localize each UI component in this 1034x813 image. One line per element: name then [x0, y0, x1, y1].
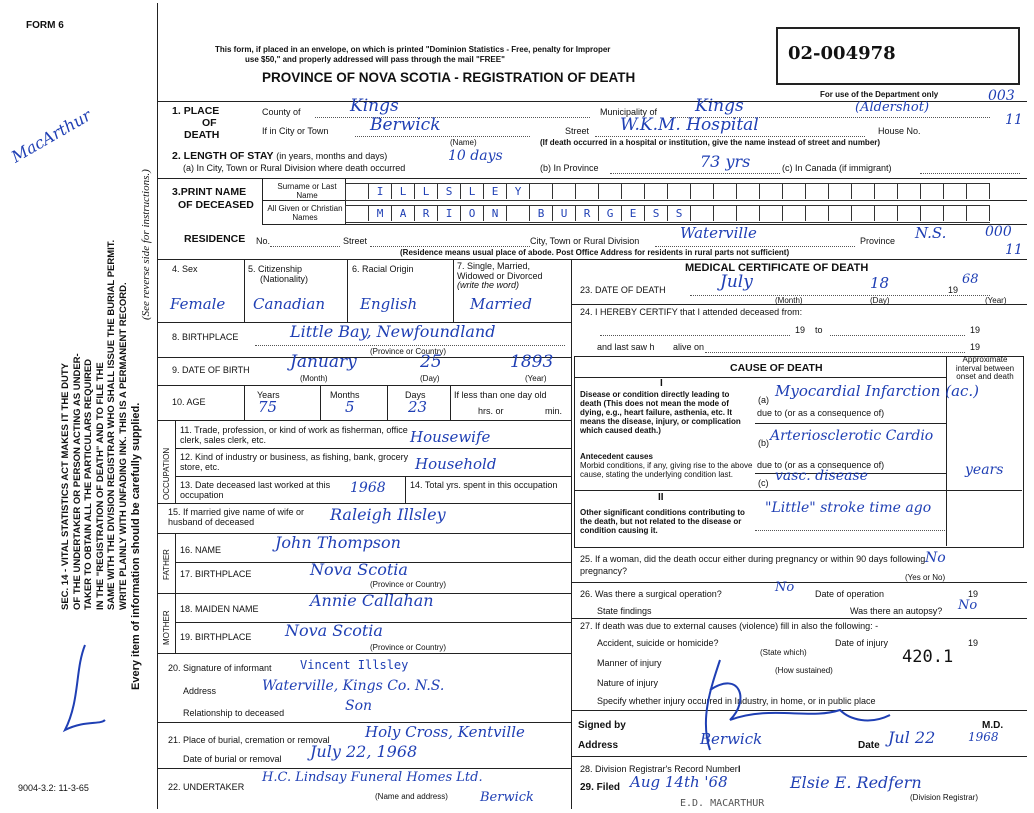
dob-year: 1893 — [510, 352, 554, 372]
a25: No — [925, 550, 946, 566]
occ-a13: 1968 — [350, 480, 386, 496]
surname-grid: I L L S L E Y — [345, 183, 990, 201]
margin-name: MacArthur — [8, 105, 95, 167]
residence-label: RESIDENCE — [184, 233, 246, 245]
age-hrs: hrs. or — [478, 406, 504, 416]
alive-yr: 19 — [970, 342, 981, 352]
accident: Accident, suicide or homicide? — [597, 638, 719, 648]
undertaker-label: 22. UNDERTAKER — [168, 782, 245, 792]
interval-label: Approximate interval between onset and death — [955, 355, 1015, 381]
marital-value: Married — [470, 295, 532, 313]
residence-note: (Residence means usual place of abode. Post Office Address for residents in rural parts not sufficient) — [400, 248, 790, 257]
certify-label: 24. I HEREBY CERTIFY that I attended deceased from: — [580, 307, 803, 317]
age-days-lbl: Days — [405, 390, 426, 400]
other-value: "Little" stroke time ago — [765, 500, 932, 516]
residence-province: N.S. — [915, 224, 947, 242]
street-value: W.K.M. Hospital — [620, 115, 759, 135]
sex-label: 4. Sex — [172, 264, 198, 274]
citizen-value: Canadian — [253, 295, 326, 313]
dob-day-lbl: (Day) — [420, 374, 440, 383]
address-value: Berwick — [700, 730, 763, 748]
dept-code-2: 11 — [1005, 112, 1023, 128]
alive-on: alive on — [673, 342, 705, 352]
form-number: FORM 6 — [26, 20, 64, 31]
informant-sig: Vincent Illsley — [300, 658, 409, 672]
dob-month-lbl: (Month) — [300, 374, 328, 383]
op-date: Date of operation — [815, 589, 885, 599]
age-days: 23 — [408, 398, 428, 416]
death-year: 68 — [962, 272, 979, 287]
interval-c: years — [965, 462, 1004, 478]
dob-month: January — [290, 352, 357, 372]
house-label: House No. — [878, 126, 921, 136]
other-label: Other significant conditions contributing to the death, but not related to the disease or condition causing it. — [580, 508, 745, 535]
due-to-1: due to (or as a consequence of) — [757, 408, 885, 418]
q25: 25. If a woman, did the death occur either during pregnancy or within 90 days following pregnancy? — [580, 554, 926, 576]
street-note: (If death occurred in a hospital or institution, give the name instead of street and number) — [540, 138, 881, 147]
father-birth: Nova Scotia — [310, 560, 408, 579]
mother-name: Annie Callahan — [310, 591, 434, 610]
filed-date: Aug 14th '68 — [630, 773, 728, 791]
informant-rel: Son — [345, 698, 373, 714]
page-title: PROVINCE OF NOVA SCOTIA - REGISTRATION OF DEATH — [262, 70, 636, 85]
injury-date: Date of injury — [835, 638, 889, 648]
mother-birth-label: 19. BIRTHPLACE — [180, 632, 252, 642]
disease-label: Disease or condition directly leading to death (This does not mean the mode of dying, e.g., heart failure, asthenia, etc. It means the disease, injury, or complication which caused death.) — [580, 390, 741, 435]
occupation-side: OCCUPATION — [162, 447, 171, 500]
q26: 26. Was there a surgical operation? — [580, 589, 722, 599]
autopsy: Was there an autopsy? — [850, 606, 943, 616]
registrar-num: I — [738, 764, 741, 774]
spouse-a: Raleigh Illsley — [330, 505, 446, 524]
street-label: Street — [565, 126, 590, 136]
burial-place: Holy Cross, Kentville — [365, 723, 525, 741]
q28: 28. Division Registrar's Record Number — [580, 764, 738, 774]
stay-b-value: 73 yrs — [700, 152, 751, 171]
death-date-label: 23. DATE OF DEATH — [580, 285, 666, 295]
father-side: FATHER — [162, 549, 171, 580]
given-label: All Given or Christian Names — [267, 204, 343, 222]
side-notice-supplied: Every item of information should be carefully supplied. — [130, 402, 142, 690]
sustained: (How sustained) — [775, 666, 833, 675]
occ-q12: 12. Kind of industry or business, as fishing, bank, grocery store, etc. — [180, 452, 409, 472]
certify-to: to — [815, 325, 823, 335]
name-sublabel: (Name) — [450, 138, 477, 147]
registrar-sig: Elsie E. Redfern — [790, 773, 922, 792]
county-value: Kings — [350, 96, 399, 116]
medical-title: MEDICAL CERTIFICATE OF DEATH — [685, 262, 869, 274]
residence-city-label: City, Town or Rural Division — [530, 236, 640, 246]
form-code: 9004-3.2: 11-3-65 — [18, 783, 89, 793]
q27: 27. If death was due to external causes (violence) fill in also the following: - — [580, 621, 879, 631]
a26: No — [775, 580, 795, 595]
dept-code-1: 003 — [988, 88, 1015, 104]
certify-yr2: 19 — [970, 325, 981, 335]
racial-label: 6. Racial Origin — [352, 264, 414, 274]
dept-code-4: 11 — [1005, 242, 1023, 258]
stay-a-label: (a) In City, Town or Rural Division where death occurred — [183, 163, 406, 173]
last-saw: and last saw h — [597, 342, 655, 352]
stay-b-label: (b) In Province — [540, 163, 599, 173]
occ-a12: Household — [415, 455, 497, 473]
dob-label: 9. DATE OF BIRTH — [172, 365, 250, 375]
roman-i: I — [660, 378, 663, 389]
side-notice-reverse: (See reverse side for instructions.) — [140, 169, 152, 320]
name-label: 3.PRINT NAME OF DECEASED — [172, 186, 254, 211]
op-yr: 19 — [968, 589, 979, 599]
cause-title: CAUSE OF DEATH — [730, 362, 823, 374]
residence-no: No. — [256, 236, 271, 246]
mother-name-label: 18. MAIDEN NAME — [180, 604, 259, 614]
dept-use-label: For use of the Department only — [820, 90, 939, 99]
margin-signature — [55, 640, 115, 740]
undertaker-addr: Berwick — [480, 790, 534, 805]
age-months: 5 — [345, 398, 355, 416]
age-years: 75 — [258, 398, 278, 416]
marital-label: 7. Single, Married, Widowed or Divorced (write the word) — [457, 261, 543, 290]
age-less-day: If less than one day old — [454, 390, 547, 400]
side-notice: SEC. 14 - VITAL STATISTICS ACT MAKES IT THE DUTY OF THE UNDERTAKER OR PERSON ACTING AS UNDER- TAKER TO OBTAIN ALL THE PARTICULARS REQUIRED IN THE "REGISTRATION OF DEATH" AND TO FILE THE SAME WITH THE DIVISION REGISTRAR WHO SHALL ISSUE THE BURIAL PERMIT. WRITE PLAINLY WITH UNFADING INK. THIS IS A PERMANENT RECORD. — [60, 239, 129, 610]
date-label: Date — [858, 740, 880, 751]
city-label: If in City or Town — [262, 126, 329, 136]
citizen-label: 5. Citizenship (Nationality) — [248, 264, 309, 284]
birthplace-label: 8. BIRTHPLACE — [172, 332, 239, 342]
cause-a-mark: (a) — [758, 395, 769, 405]
father-birth-sub: (Province or Country) — [370, 580, 447, 589]
death-year-lbl: (Year) — [985, 296, 1007, 305]
informant-label: 20. Signature of informant — [168, 663, 272, 673]
nature: Nature of injury — [597, 678, 659, 688]
industry: Specify whether injury occurred in Industry, in home, or in public place — [597, 696, 876, 706]
stamp-number: 420.1 — [902, 647, 954, 667]
father-name: John Thompson — [275, 533, 401, 552]
findings: State findings — [597, 606, 652, 616]
age-label: 10. AGE — [172, 397, 206, 407]
informant-addr-label: Address — [183, 686, 217, 696]
dob-day: 25 — [420, 352, 442, 372]
informant-addr: Waterville, Kings Co. N.S. — [262, 678, 445, 694]
certificate-number: 02-004978 — [788, 43, 896, 64]
spouse-q: 15. If married give name of wife or husband of deceased — [168, 507, 305, 527]
death-day-lbl: (Day) — [870, 296, 890, 305]
registrar-sub: (Division Registrar) — [910, 793, 979, 802]
stay-a-value: 10 days — [448, 148, 503, 164]
undertaker-value: H.C. Lindsay Funeral Homes Ltd. — [262, 770, 483, 785]
burial-date: July 22, 1968 — [310, 742, 418, 761]
roman-ii: II — [658, 492, 664, 503]
city-value: Berwick — [370, 115, 441, 135]
surname-label: Surname or Last Name — [277, 182, 337, 200]
cause-b: Arteriosclerotic Cardio — [770, 428, 934, 444]
certificate-number-box — [776, 27, 1020, 85]
father-birth-label: 17. BIRTHPLACE — [180, 569, 252, 579]
place-label: 1. PLACE OF DEATH — [172, 105, 220, 141]
informant-rel-label: Relationship to deceased — [183, 708, 285, 718]
age-months-lbl: Months — [330, 390, 360, 400]
dob-year-lbl: (Year) — [525, 374, 547, 383]
burial-place-label: 21. Place of burial, cremation or removal — [168, 735, 330, 745]
yes-no-lbl: (Yes or No) — [905, 573, 946, 582]
stay-label: 2. LENGTH OF STAY (in years, months and days) — [172, 150, 388, 162]
address-label: Address — [578, 740, 619, 751]
residence-street: Street — [343, 236, 368, 246]
manner: Manner of injury — [597, 658, 662, 668]
occ-q13: 13. Date deceased last worked at this occupation — [180, 480, 331, 500]
mother-side: MOTHER — [162, 610, 171, 645]
county-label: County of — [262, 107, 301, 117]
certify-yr1: 19 — [795, 325, 806, 335]
occ-a11: Housewife — [410, 428, 491, 446]
cause-c: vasc. disease — [775, 468, 868, 484]
mother-birth: Nova Scotia — [285, 621, 383, 640]
which: (State which) — [760, 648, 807, 657]
death-day: 18 — [870, 274, 890, 292]
antecedent-label: Antecedent causes Morbid conditions, if any, giving rise to the above cause, stating the underlying condition last. — [580, 452, 753, 479]
occ-q14: 14. Total yrs. spent in this occupation — [410, 480, 558, 490]
undertaker-sub: (Name and address) — [375, 792, 448, 801]
birthplace-sublabel: (Province or Country) — [370, 347, 447, 356]
birthplace-value: Little Bay, Newfoundland — [290, 322, 496, 341]
md-label: M.D. — [982, 720, 1004, 731]
cause-c-mark: (c) — [758, 478, 769, 488]
age-years-lbl: Years — [257, 390, 280, 400]
death-yr-prefix: 19 — [948, 285, 959, 295]
autopsy-a: No — [958, 598, 978, 613]
municipality-value: Kings — [695, 96, 744, 116]
age-min: min. — [545, 406, 563, 416]
mother-birth-sub: (Province or Country) — [370, 643, 447, 652]
given-grid: M A R I O N B U R G E S S — [345, 205, 990, 223]
date-value: Jul 22 — [888, 728, 936, 747]
dept-code-3: 000 — [985, 224, 1012, 240]
father-name-label: 16. NAME — [180, 545, 222, 555]
stay-c-label: (c) In Canada (if immigrant) — [782, 163, 892, 173]
death-month: July — [720, 272, 753, 292]
municipality-label: Municipality of — [600, 107, 658, 117]
sex-value: Female — [170, 295, 226, 313]
burial-date-label: Date of burial or removal — [183, 754, 282, 764]
header-notice: This form, if placed in an envelope, on which is printed "Dominion Statistics - Free, penalty for Improper use $50," and properly addressed will pass through the mail "FREE" — [215, 45, 611, 64]
signed-label: Signed by — [578, 720, 626, 731]
date-year: 1968 — [968, 730, 999, 744]
death-month-lbl: (Month) — [775, 296, 803, 305]
q29: 29. Filed — [580, 782, 621, 793]
municipality-extra: (Aldershot) — [855, 100, 930, 115]
residence-city: Waterville — [680, 224, 757, 242]
due-to-2: due to (or as a consequence of) — [757, 460, 885, 470]
racial-value: English — [360, 295, 418, 313]
cause-b-mark: (b) — [758, 438, 769, 448]
injury-yr: 19 — [968, 638, 979, 648]
registrar-stamp: E.D. MACARTHUR — [680, 798, 765, 809]
cause-a: Myocardial Infarction (ac.) — [775, 382, 980, 400]
residence-province-label: Province — [860, 236, 896, 246]
occ-q11: 11. Trade, profession, or kind of work as fisherman, office clerk, sales clerk, etc. — [180, 425, 408, 445]
